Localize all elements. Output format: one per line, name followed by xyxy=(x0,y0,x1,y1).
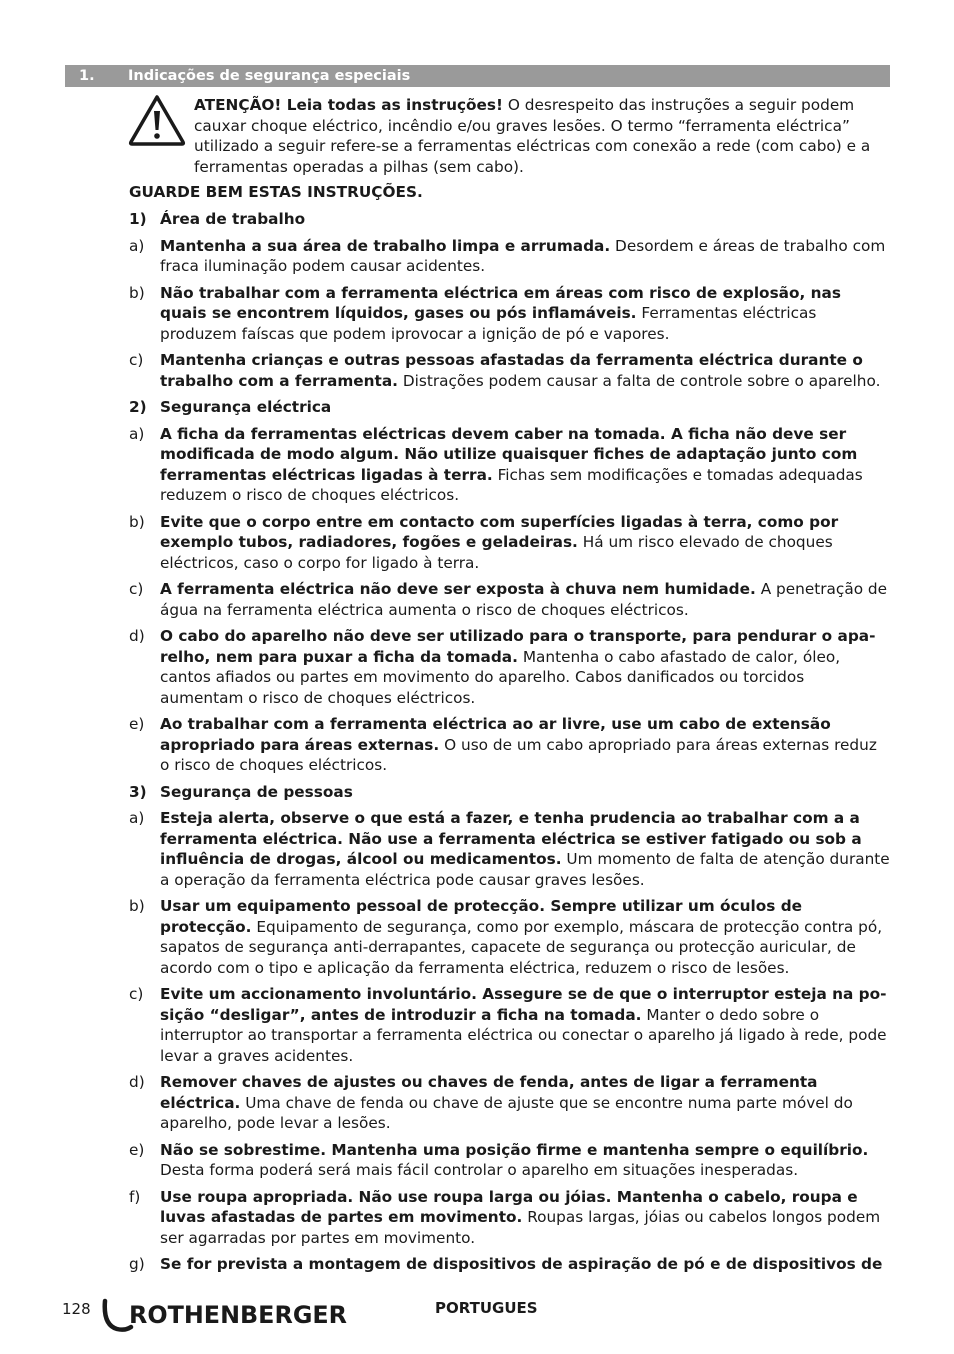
item-text: Roupas largas, jóias ou cabelos longos podem ser agarradas por partes em movimento. xyxy=(160,1208,881,1247)
group-title: Área de trabalho xyxy=(160,210,306,228)
instruction-item xyxy=(97,896,890,978)
item-letter: b) xyxy=(129,897,145,915)
instruction-item xyxy=(97,1254,890,1275)
item-bold-text: A ferramenta eléctrica não deve ser exposta à chuva nem humidade. xyxy=(160,580,756,598)
rothenberger-logo xyxy=(101,1295,351,1333)
section-number: 1. xyxy=(79,68,95,84)
group-number: 3) xyxy=(129,782,147,801)
group-heading xyxy=(97,782,890,803)
item-letter: e) xyxy=(129,1140,145,1159)
item-text: Há um risco elevado de choques eléctricos, caso o corpo for ligado à terra. xyxy=(160,533,833,572)
item-text: O uso de um cabo apropriado para áreas externas reduz o risco de choques eléctricos. xyxy=(160,735,877,774)
item-bold-text: Não se sobrestime. Mantenha uma posição firme e mantenha sempre o equilíbrio. xyxy=(160,1140,869,1159)
section-title: Indicações de segurança especiais xyxy=(128,68,411,84)
item-text: Ferramentas eléctricas produzem faíscas que podem iprovocar a ignição de pó e vapores. xyxy=(160,304,817,343)
item-letter: a) xyxy=(129,424,145,443)
item-letter: b) xyxy=(129,283,145,302)
instruction-item xyxy=(97,579,890,620)
item-letter: c) xyxy=(129,580,144,598)
item-letter: f) xyxy=(129,1187,141,1206)
item-bold-text: Se for prevista a montagem de dispositivos de aspiração de pó e de dispositivos de xyxy=(160,1255,883,1273)
item-letter: c) xyxy=(129,351,144,369)
item-bold-text: Mantenha crianças e outras pessoas afastadas da ferramenta eléctrica durante o trabalho com a ferramenta. xyxy=(160,351,863,390)
instruction-item xyxy=(97,1140,890,1181)
item-bold-text: Ao trabalhar com a ferramenta eléctrica ao ar livre, use um cabo de extensão apropriado para áreas externas. xyxy=(160,715,831,754)
item-bold-text: Não trabalhar com a ferramenta eléctrica em áreas com risco de explosão, nas quais se encontrem líquidos, gases ou pós inflamáveis. xyxy=(160,283,841,322)
instructions-list xyxy=(97,209,890,1281)
item-bold-text: Mantenha a sua área de trabalho limpa e arrumada. xyxy=(160,236,611,255)
item-bold-text: Esteja alerta, observe o que está a fazer, e tenha prudencia ao trabalhar com a a ferramenta eléctrica. Não use a ferramenta eléctrica se estiver fatigado ou sob a influência de drogas, álcool ou medicamentos. xyxy=(160,809,862,868)
item-text: Distrações podem causar a falta de controle sobre o aparelho. xyxy=(398,371,881,390)
logo-text: ROTHENBERGER xyxy=(129,1301,347,1329)
attention-paragraph xyxy=(194,95,884,177)
item-bold-text: Remover chaves de ajustes ou chaves de fenda, antes de ligar a ferramenta eléctrica. xyxy=(160,1073,818,1112)
item-letter: a) xyxy=(129,236,145,255)
group-title: Segurança de pessoas xyxy=(160,782,353,801)
group-heading xyxy=(97,397,890,418)
instruction-item xyxy=(97,512,890,574)
item-letter: d) xyxy=(129,627,145,645)
keep-instructions: GUARDE BEM ESTAS INSTRUÇÕES. xyxy=(129,183,423,201)
item-letter: b) xyxy=(129,512,145,531)
item-text: Desta forma poderá será mais fácil controlar o aparelho em situações inesperadas. xyxy=(160,1161,799,1179)
item-bold-text: Evite um accionamento involuntário. Assegure se de que o interruptor esteja na posição “desligar”, antes de introduzir a ficha na tomada. xyxy=(160,985,887,1024)
item-letter: a) xyxy=(129,809,145,827)
group-title: Segurança eléctrica xyxy=(160,398,332,416)
group-number: 2) xyxy=(129,398,147,416)
language-label: PORTUGUES xyxy=(435,1299,538,1317)
item-text: Um momento de falta de atenção durante a operação da ferramenta eléctrica pode causar graves lesões. xyxy=(160,850,890,889)
instruction-item xyxy=(97,714,890,776)
page-number: 128 xyxy=(62,1300,91,1318)
item-letter: c) xyxy=(129,985,144,1003)
instruction-item xyxy=(97,424,890,506)
item-bold-text: Evite que o corpo entre em contacto com superfícies ligadas à terra, como por exemplo tubos, radiadores, fogões e geladeiras. xyxy=(160,512,839,551)
instruction-item xyxy=(97,350,890,391)
attention-bold: ATENÇÃO! Leia todas as instruções! xyxy=(194,96,504,114)
group-heading xyxy=(97,209,890,230)
instruction-item xyxy=(97,984,890,1066)
item-letter: d) xyxy=(129,1073,145,1091)
item-text: Desordem e áreas de trabalho com fraca iluminação podem causar acidentes. xyxy=(160,236,886,275)
item-letter: e) xyxy=(129,715,145,733)
item-text: Uma chave de fenda ou chave de ajuste que se encontre numa parte móvel do aparelho, pode levar a lesões. xyxy=(160,1093,853,1132)
instruction-item xyxy=(97,283,890,345)
item-bold-text: Use roupa apropriada. Não use roupa larga ou jóias. Mantenha o cabelo, roupa e luvas afastadas de partes em movimento. xyxy=(160,1187,858,1226)
item-bold-text: A ficha da ferramentas eléctricas devem caber na tomada. A ficha não deve ser modificada de modo algum. Não utilize quaisquer fiches de adaptação junto com ferramentas eléctricas ligadas à terra. xyxy=(160,424,858,484)
instruction-item xyxy=(97,1187,890,1249)
item-text: Equipamento de segurança, como por exemplo, máscara de protecção contra pó, sapatos de segurança anti-derrapantes, capacete de segurança ou protecção auricular, de acordo com o tipo e aplicação da ferramenta eléctrica, reduzem o risco de lesões. xyxy=(160,917,883,977)
item-text: Manter o dedo sobre o interruptor ao transportar a ferramenta eléctrica ou conectar o aparelho já ligado à rede, pode levar a graves acidentes. xyxy=(160,1005,887,1065)
instruction-item xyxy=(97,626,890,708)
item-text: A penetração de água na ferramenta eléctrica aumenta o risco de choques eléctricos. xyxy=(160,580,888,619)
instruction-item xyxy=(97,1072,890,1134)
section-header xyxy=(65,65,890,87)
attention-text: O desrespeito das instruções a seguir podem cauxar choque eléctrico, incêndio e/ou graves lesões. O termo “ferramenta eléctrica” utilizado a seguir refere-se a ferramentas eléctricas com conexão a rede (com cabo) e a ferramentas operadas a pilhas (sem cabo). xyxy=(194,96,871,176)
item-letter: g) xyxy=(129,1255,145,1273)
instruction-item xyxy=(97,808,890,890)
group-number: 1) xyxy=(129,210,147,228)
item-bold-text: Usar um equipamento pessoal de protecção. Sempre utilizar um óculos de protecção. xyxy=(160,897,803,936)
item-text: Fichas sem modificações e tomadas adequadas reduzem o risco de choques eléctricos. xyxy=(160,465,863,504)
warning-icon xyxy=(128,94,186,146)
item-bold-text: O cabo do aparelho não deve ser utilizado para o transporte, para pendurar o aparelho, nem para puxar a ficha da tomada. xyxy=(160,627,876,666)
instruction-item xyxy=(97,236,890,277)
item-text: Mantenha o cabo afastado de calor, óleo, cantos afiados ou partes em movimento do aparelho. Cabos danificados ou torcidos aumentam o risco de choques eléctricos. xyxy=(160,647,841,707)
